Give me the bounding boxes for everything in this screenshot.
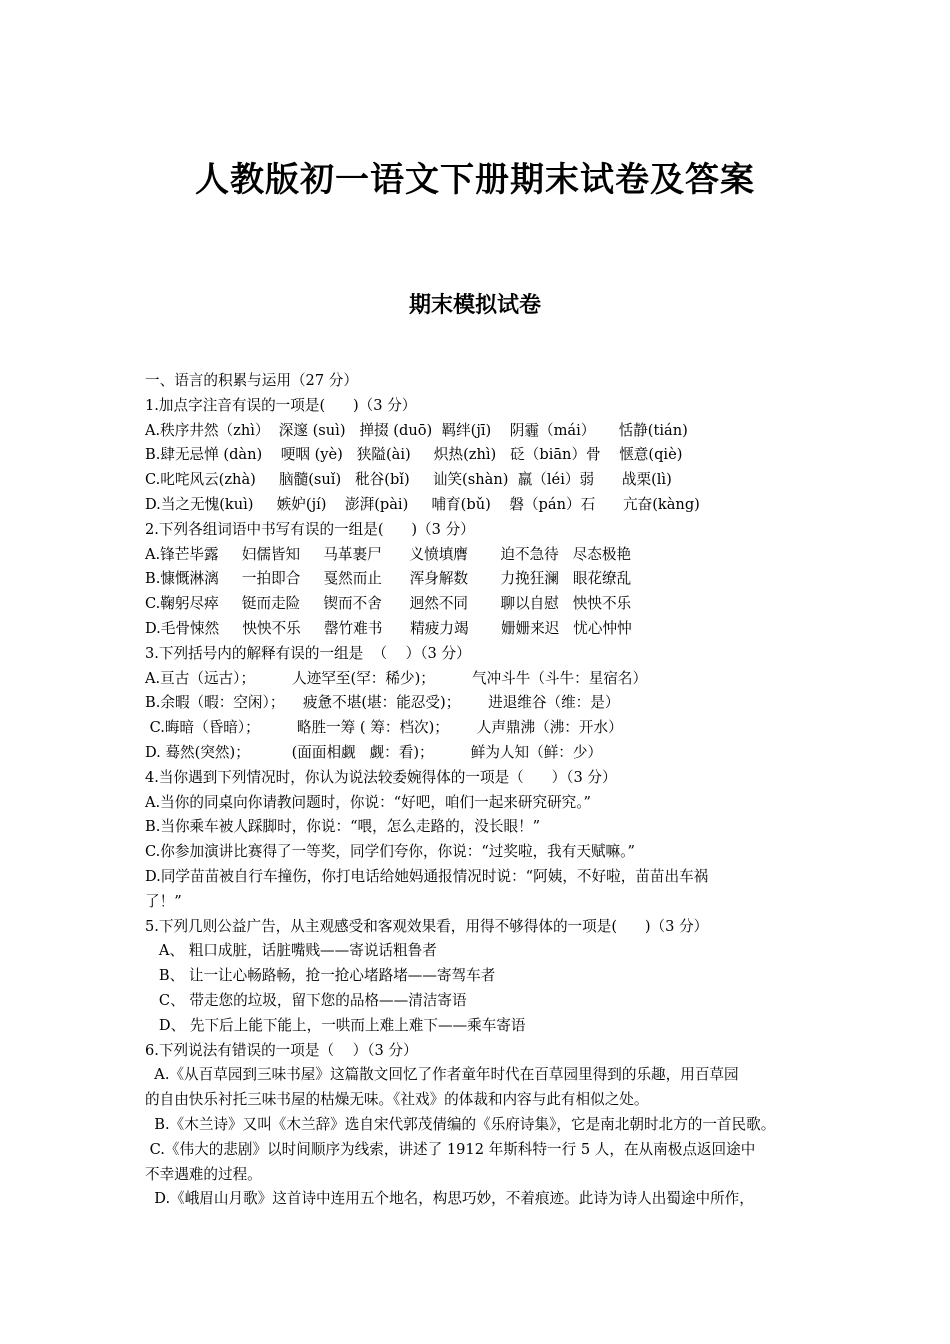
text-line: A.亘古（远古）； 人迹罕至(罕：稀少)； 气冲斗牛（斗牛：星宿名） <box>145 669 648 687</box>
text-line: A.当你的同桌向你请教问题时，你说：“好吧，咱们一起来研究研究。” <box>145 793 592 811</box>
text-line: C、 带走您的垃圾，留下您的品格——清洁寄语 <box>145 991 467 1009</box>
text-line: 4.当你遇到下列情况时，你认为说法较委婉得体的一项是（ ）（3 分） <box>145 768 617 786</box>
text-line: C.叱咤风云(zhà) 脑髓(suǐ) 秕谷(bǐ) 讪笑(shàn) 羸（léi）弱 战栗(lì) <box>145 471 672 489</box>
text-line: 了！” <box>145 892 182 910</box>
text-line: 一、语言的积累与运用（27 分） <box>145 372 358 389</box>
exam-body <box>145 369 825 1212</box>
text-line: 的自由快乐衬托三味书屋的枯燥无味。《社戏》的体裁和内容与此有相似之处。 <box>145 1091 649 1109</box>
text-line: 2.下列各组词语中书写有误的一组是( )（3 分） <box>145 520 475 538</box>
text-line: D.同学苗苗被自行车撞伤，你打电话给她妈通报情况时说：“阿姨，不好啦，苗苗出车祸 <box>145 867 709 885</box>
text-line: C.鞠躬尽瘁 铤而走险 锲而不舍 迥然不同 聊以自慰 怏怏不乐 <box>145 595 632 613</box>
text-line: 5.下列几则公益广告，从主观感受和客观效果看，用得不够得体的一项是( )（3 分） <box>145 917 709 935</box>
document-subtitle: 期末模拟试卷 <box>408 293 541 318</box>
text-line: D.《峨眉山月歌》这首诗中连用五个地名，构思巧妙，不着痕迹。此诗为诗人出蜀途中所作， <box>145 1190 754 1208</box>
text-line: B.肆无忌惮 (dàn) 哽咽 (yè) 狭隘(ài) 炽热(zhì) 砭（biān）骨 惬意(qiè) <box>145 446 683 464</box>
text-line: 6.下列说法有错误的一项是（ ）（3 分） <box>145 1041 418 1059</box>
text-line: A.锋芒毕露 妇儒皆知 马革裹尸 义愤填膺 迫不急待 尽态极艳 <box>145 545 632 563</box>
text-line: C.《伟大的悲剧》以时间顺序为线索，讲述了 1912 年斯科特一行 5 人，在从南极点返回途中 <box>145 1140 756 1158</box>
text-line: 不幸遇难的过程。 <box>145 1165 262 1183</box>
text-line: 1.加点字注音有误的一项是( )（3 分） <box>145 396 417 414</box>
text-line: C.晦暗（昏暗）； 略胜一筹 ( 筹：档次)； 人声鼎沸（沸：开水） <box>145 719 623 737</box>
text-line: B.当你乘车被人踩脚时，你说：“喂，怎么走路的，没长眼！” <box>145 818 541 836</box>
text-line: A.秩序井然（zhì） 深邃 (suì) 掸掇 (duō) 羁绊(jī) 阴霾（mái） 恬静(tián) <box>145 421 688 439</box>
text-line: B.《木兰诗》又叫《木兰辞》选自宋代郭茂倩编的《乐府诗集》，它是南北朝时北方的一首民歌。 <box>145 1115 776 1133</box>
text-line: D.当之无愧(kuì) 嫉妒(jí) 澎湃(pài) 哺育(bǔ) 磐（pán）石 亢奋(kàng) <box>145 495 700 513</box>
text-line: D、 先下后上能下能上，一哄而上难上难下——乘车寄语 <box>145 1016 526 1034</box>
text-line: C.你参加演讲比赛得了一等奖，同学们夸你，你说：“过奖啦，我有天赋嘛。” <box>145 843 635 861</box>
text-line: A、 粗口成脏，话脏嘴贱——寄说话粗鲁者 <box>145 942 437 960</box>
text-line: B、 让一让心畅路畅，抢一抢心堵路堵——寄驾车者 <box>145 967 496 985</box>
document-title: 人教版初一语文下册期末试卷及答案 <box>195 160 755 200</box>
text-line: B.慷慨淋漓 一拍即合 戛然而止 浑身解数 力挽狂澜 眼花缭乱 <box>145 570 632 588</box>
text-line: 3.下列括号内的解释有误的一组是 （ ）（3 分） <box>145 644 471 662</box>
text-line: A.《从百草园到三味书屋》这篇散文回忆了作者童年时代在百草园里得到的乐趣，用百草园 <box>145 1066 739 1084</box>
text-line: D.毛骨悚然 怏怏不乐 罄竹难书 精疲力竭 姗姗来迟 忧心忡忡 <box>145 619 632 637</box>
text-line: D. 蓦然(突然)； (面面相觑 觑：看)； 鲜为人知（鲜：少） <box>145 743 603 761</box>
text-line: B.余暇（暇：空闲）； 疲惫不堪(堪：能忍受)； 进退维谷（维：是） <box>145 694 620 712</box>
